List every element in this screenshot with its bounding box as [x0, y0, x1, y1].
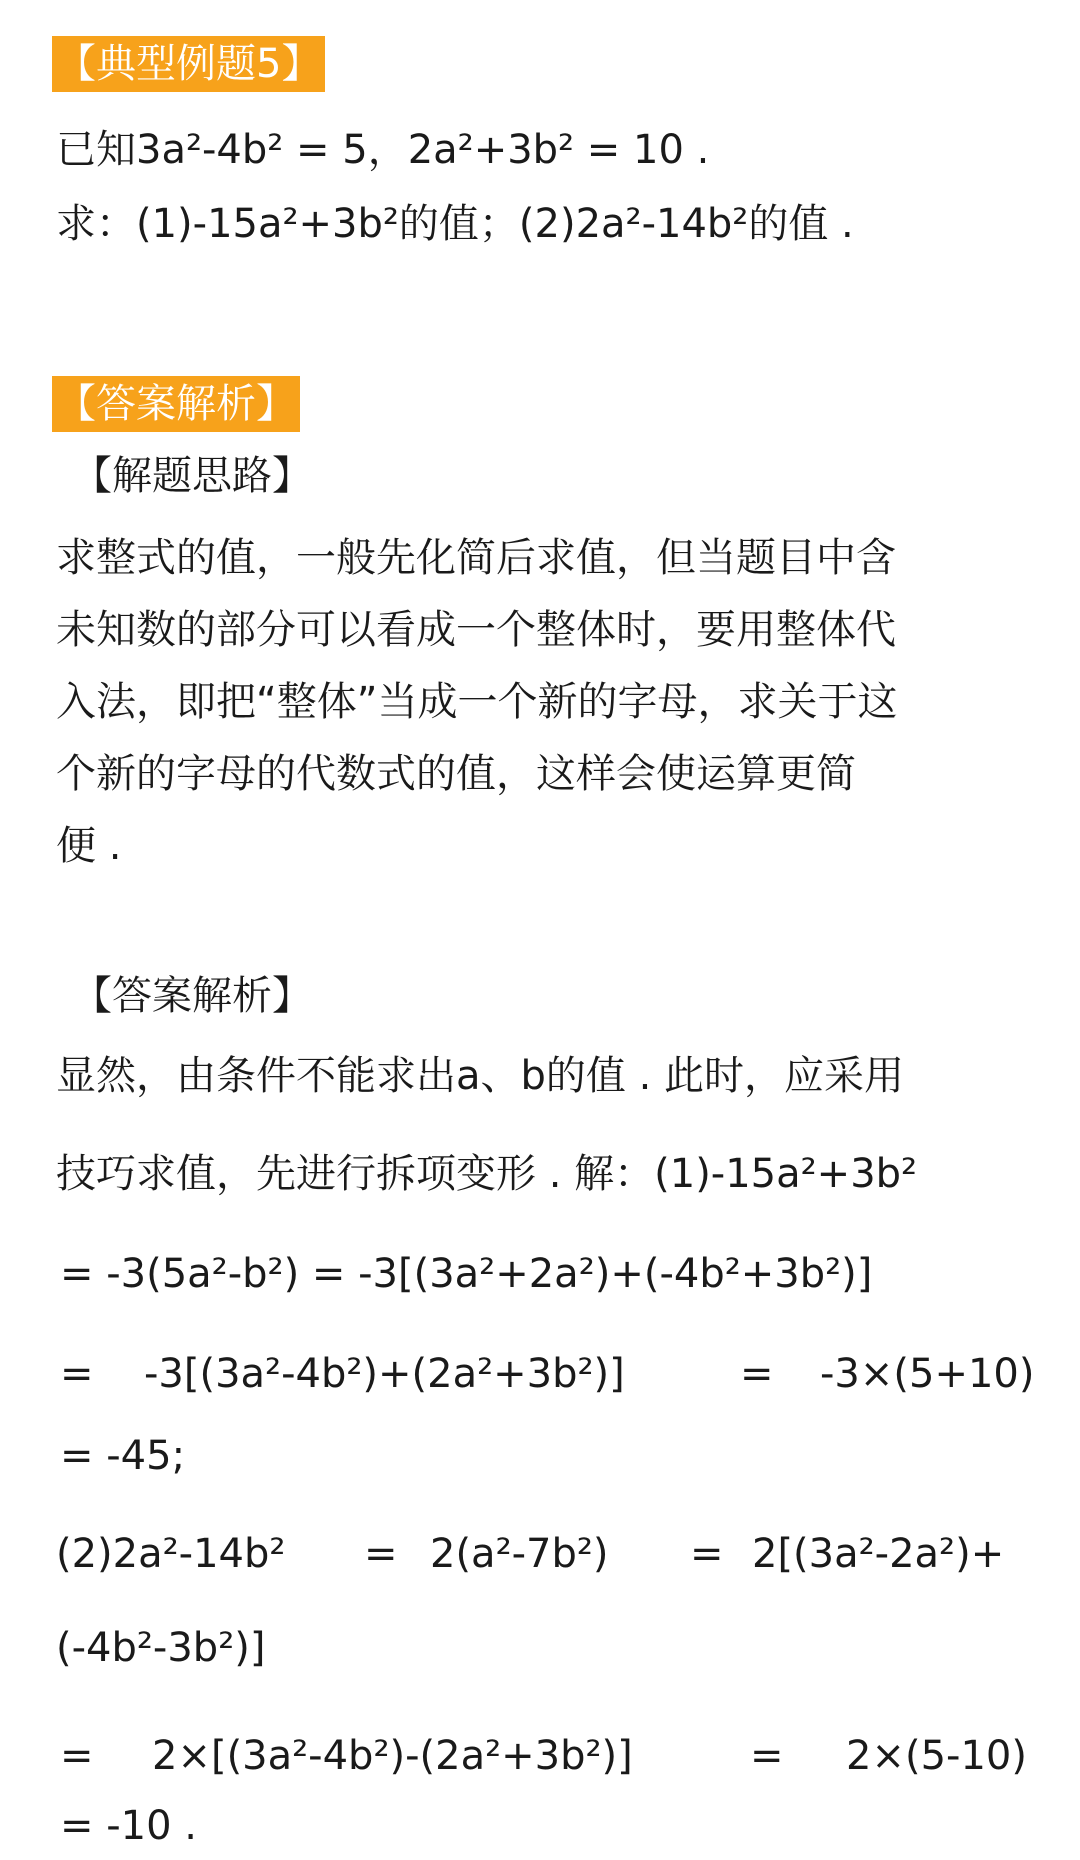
analysis-line-8-result: 2×(5-10)	[846, 1733, 1027, 1779]
approach-line-4: 个新的字母的代数式的值，这样会使运算更简	[56, 751, 856, 797]
part-2-expression: (2)2a²-14b²	[56, 1531, 286, 1577]
analysis-line-2: 技巧求值，先进行拆项变形 . 解：(1)-15a²+3b²	[56, 1151, 918, 1197]
answer-tag: 【答案解析】	[52, 376, 300, 432]
equals-sign: =	[750, 1733, 784, 1779]
analysis-line-4-expression: -3[(3a²-4b²)+(2a²+3b²)]	[144, 1351, 625, 1397]
equals-sign: =	[690, 1531, 724, 1577]
part-2-step-2: 2[(3a²-2a²)+	[752, 1531, 1005, 1577]
approach-heading: 【解题思路】	[72, 453, 312, 499]
equals-sign: =	[60, 1733, 94, 1779]
analysis-heading: 【答案解析】	[72, 973, 312, 1019]
approach-line-5: 便 .	[56, 823, 122, 869]
equals-sign: =	[364, 1531, 398, 1577]
approach-line-2: 未知数的部分可以看成一个整体时，要用整体代	[56, 607, 896, 653]
approach-line-3: 入法，即把“整体”当成一个新的字母，求关于这	[56, 679, 898, 725]
analysis-line-8-expression: 2×[(3a²-4b²)-(2a²+3b²)]	[152, 1733, 633, 1779]
approach-line-1: 求整式的值，一般先化简后求值，但当题目中含	[56, 535, 896, 581]
analysis-line-9: = -10 .	[60, 1803, 197, 1849]
analysis-line-5: = -45;	[60, 1433, 186, 1479]
equals-sign: =	[740, 1351, 774, 1397]
analysis-line-7: (-4b²-3b²)]	[56, 1625, 266, 1671]
question-line-1: 已知3a²-4b² = 5，2a²+3b² = 10 .	[56, 127, 710, 173]
part-2-step-1: 2(a²-7b²)	[430, 1531, 609, 1577]
analysis-line-1: 显然，由条件不能求出a、b的值 . 此时，应采用	[56, 1053, 905, 1099]
equals-sign: =	[60, 1351, 94, 1397]
analysis-line-4-result: -3×(5+10)	[820, 1351, 1035, 1397]
question-line-2: 求：(1)-15a²+3b²的值；(2)2a²-14b²的值 .	[56, 201, 854, 247]
example-tag: 【典型例题5】	[52, 36, 325, 92]
analysis-line-3: = -3(5a²-b²) = -3[(3a²+2a²)+(-4b²+3b²)]	[60, 1251, 873, 1297]
